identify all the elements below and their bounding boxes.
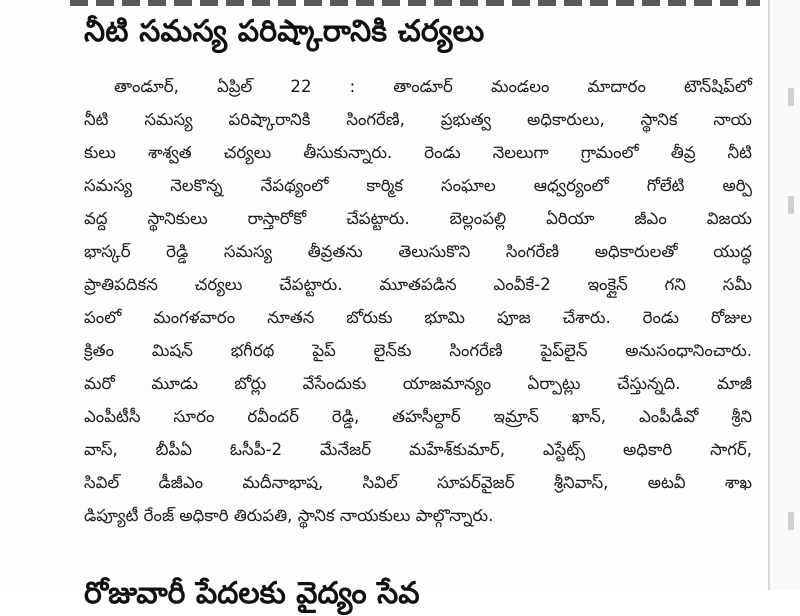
article-line: మరో మూడు బోర్లు వేసేందుకు యాజమాన్యం ఏర్పాట్లు చేస్తున్నది. మాజీ	[84, 374, 752, 393]
margin-mark	[788, 196, 794, 214]
article-line: ప్రాతిపదికన చర్యలు చేపట్టారు. మూతపడిన ఎంవీకే-2 ఇంక్లైన్ గని సమీ	[84, 275, 752, 294]
article-line: ఎంపీటీసీ సూరం రవీందర్ రెడ్డి, తహసీల్దార్ ఇమ్రాన్ ఖాన్, ఎంపీడీవో శ్రీని	[84, 407, 752, 426]
margin-mark	[788, 512, 794, 530]
article-line: నీటి సమస్య పరిష్కారానికి సింగరేణి, ప్రభుత్వ అధికారులు, స్థానిక నాయ	[84, 110, 752, 129]
article-line: పంలో మంగళవారం నూతన బోరుకు భూమి పూజ చేశారు. రెండు రోజుల	[84, 308, 752, 327]
article-line: సివిల్ డీజీఎం మదీనాభాష, సివిల్ సూపర్‌వైజర్ శ్రీనివాస్, అటవీ శాఖ	[84, 473, 752, 492]
article-body	[84, 70, 752, 532]
article-line: వాస్, బీపీఏ ఓసీపీ-2 మేనేజర్ మహేశ్‌కుమార్, ఎస్టేట్స్ అధికారి సాగర్,	[84, 440, 752, 459]
article-line: సమస్య నెలకొన్న నేపథ్యంలో కార్మిక సంఘాల ఆధ్వర్యంలో గోలేటి అర్పి	[84, 176, 752, 195]
article-line: వద్ద స్థానికులు రాస్తారోకో చేపట్టారు. బెల్లంపల్లి ఏరియా జీఎం విజయ	[84, 209, 752, 228]
margin-mark	[788, 88, 794, 106]
next-article-headline: రోజువారీ పేదలకు వైద్యం సేవ	[84, 576, 420, 611]
article-column	[84, 0, 756, 611]
article-headline: నీటి సమస్య పరిష్కారానికి చర్యలు	[84, 14, 485, 49]
article-line: భాస్కర్ రెడ్డి సమస్య తీవ్రతను తెలుసుకొని సింగరేణి అధికారులతో యుద్ధ	[84, 242, 752, 261]
article-line: డిప్యూటీ రేంజ్ అధికారి తిరుపతి, స్థానిక నాయకులు పాల్గొన్నారు.	[84, 506, 494, 525]
right-margin	[770, 0, 800, 590]
article-line: తాండూర్, ఏప్రిల్ 22 : తాండూర్ మండలం మాదారం టౌన్‌షిప్‌లో	[114, 77, 752, 96]
article-line: కులు శాశ్వత చర్యలు తీసుకున్నారు. రెండు నెలలుగా గ్రామంలో తీవ్ర నీటి	[84, 143, 752, 162]
article-line: క్రితం మిషన్ భగీరథ పైప్ లైన్‌కు సింగరేణి పైప్‌లైన్ అనుసంధానించారు.	[84, 341, 752, 360]
